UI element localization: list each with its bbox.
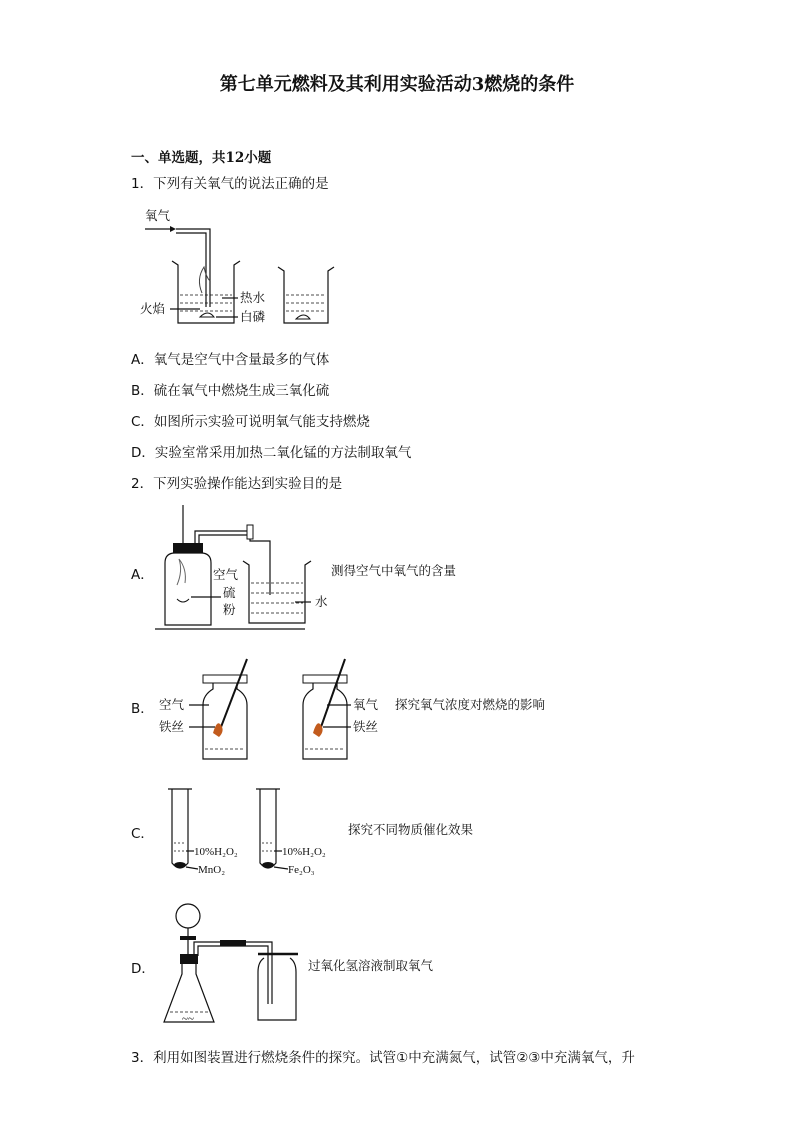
q1-option-d: D．实验室常采用加热二氧化锰的方法制取氧气	[131, 445, 412, 461]
q2-option-a-label: A．	[131, 567, 154, 583]
q1-figure	[140, 205, 370, 335]
q1-label-oxygen: 氧气	[145, 208, 171, 223]
q2-c-label-h2o2-2: 10%H₂O₂	[282, 846, 326, 858]
q2-c-goal: 探究不同物质催化效果	[348, 822, 474, 837]
q2-option-d-label: D．	[131, 961, 155, 977]
q2-a-label-sulfur-1: 硫	[223, 585, 236, 600]
q2-a-figure	[155, 505, 475, 635]
q2-c-label-fe2o3: Fe₂O₃	[288, 864, 315, 876]
q1-label-flame: 火焰	[140, 301, 166, 316]
page-title: 第七单元燃料及其利用实验活动3燃烧的条件	[219, 74, 575, 95]
q2-d-figure	[160, 898, 490, 1030]
q2-b-figure	[155, 655, 575, 767]
q2-b-goal: 探究氧气浓度对燃烧的影响	[395, 697, 546, 712]
q2-a-label-sulfur-2: 粉	[223, 602, 236, 617]
q1-option-b: B．硫在氧气中燃烧生成三氧化硫	[131, 383, 330, 399]
section-heading: 一、单选题，共12小题	[131, 150, 272, 166]
q2-c-figure	[160, 785, 520, 880]
q2-a-label-air: 空气	[213, 567, 239, 582]
q2-b-label-iron-2: 铁丝	[353, 719, 379, 734]
q1-label-hot-water: 热水	[240, 290, 266, 305]
q2-d-goal: 过氧化氢溶液制取氧气	[308, 958, 434, 973]
q2-b-label-iron-1: 铁丝	[159, 719, 185, 734]
q2-a-goal: 测得空气中氧气的含量	[331, 563, 457, 578]
q2-c-label-h2o2-1: 10%H₂O₂	[194, 846, 238, 858]
q2-b-label-air: 空气	[159, 697, 185, 712]
q1-option-c: C．如图所示实验可说明氧气能支持燃烧	[131, 414, 370, 430]
q2-a-label-water: 水	[315, 594, 328, 609]
question-2-stem: 2．下列实验操作能达到实验目的是	[131, 476, 343, 492]
svg-text:~~: ~~	[182, 1013, 194, 1025]
q2-option-b-label: B．	[131, 701, 154, 717]
q1-option-a: A．氧气是空气中含量最多的气体	[131, 352, 330, 368]
question-1-stem: 1．下列有关氧气的说法正确的是	[131, 176, 329, 192]
question-3-stem: 3．利用如图装置进行燃烧条件的探究。试管①中充满氮气，试管②③中充满氧气，升	[131, 1050, 635, 1066]
q2-b-label-oxygen: 氧气	[353, 697, 379, 712]
q1-label-white-phosphorus: 白磷	[240, 309, 266, 324]
q2-c-label-mno2: MnO₂	[198, 864, 226, 876]
q2-option-c-label: C．	[131, 826, 154, 842]
